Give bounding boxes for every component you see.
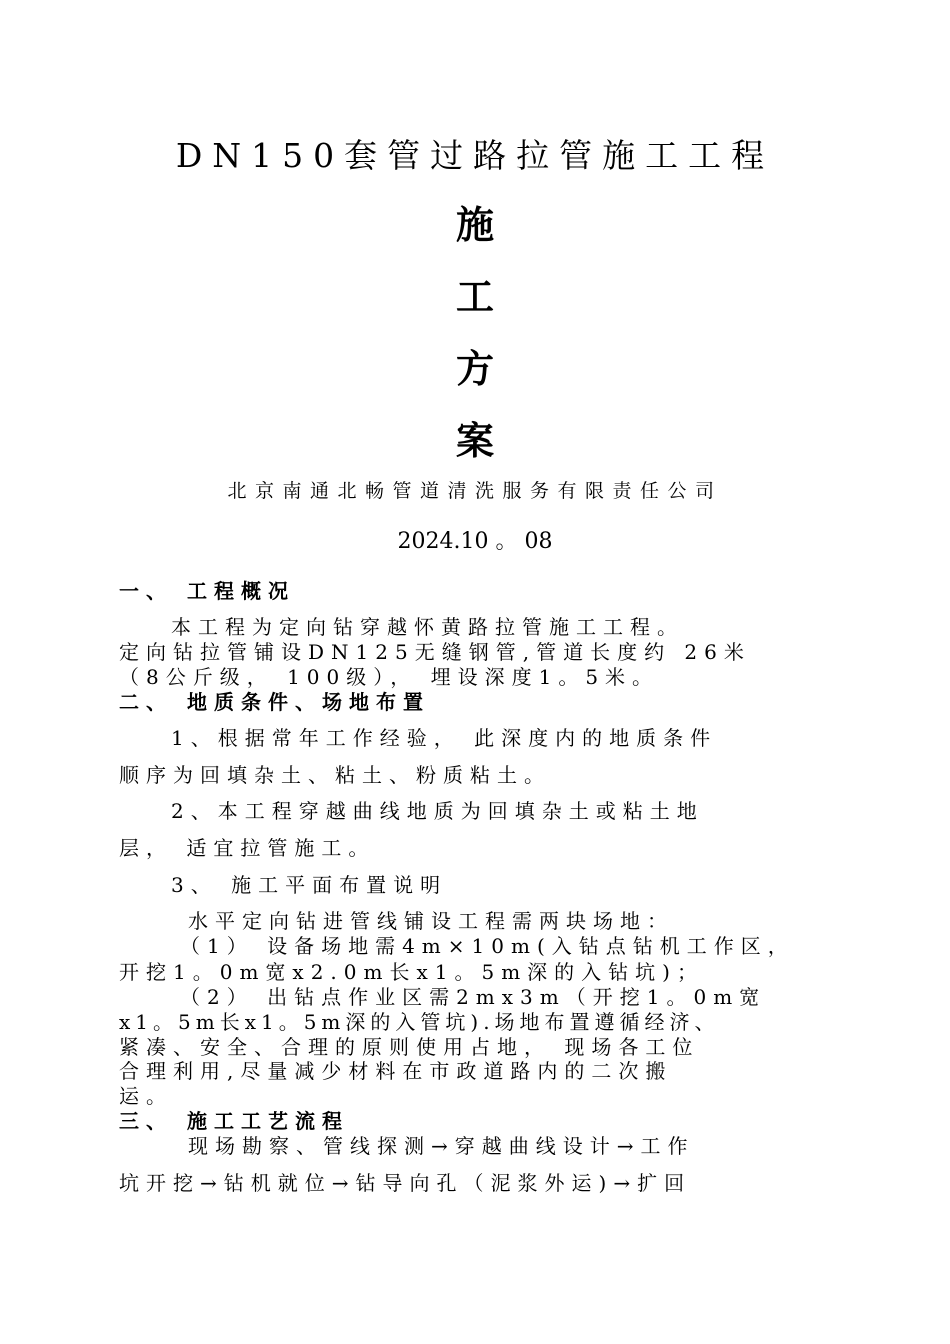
section-heading-3: 三、 施工工艺流程 xyxy=(119,1109,349,1133)
body-line: （8公斤级， 100级）， 埋设深度1。5米。 xyxy=(119,665,660,689)
body-line: 紧凑、安全、合理的原则使用占地， 现场各工位 xyxy=(119,1035,700,1059)
body-line: 现场勘察、管线探测→穿越曲线设计→工作 xyxy=(188,1134,695,1158)
body-line: 水平定向钻进管线铺设工程需两块场地： xyxy=(188,909,674,933)
body-line: 3、 施工平面布置说明 xyxy=(171,873,448,897)
body-line: （1） 设备场地需4m×10m(入钻点钻机工作区， xyxy=(180,934,795,958)
body-line: 开挖1。0m宽x2.0m长x1。5m深的入钻坑)； xyxy=(119,960,704,984)
body-line: （2） 出钻点作业区需2mx3m（开挖1。0m宽 xyxy=(180,985,767,1009)
body-line: x1。5m长x1。5m深的入管坑).场地布置遵循经济、 xyxy=(119,1010,720,1034)
cover-char-1: 施 xyxy=(455,202,494,247)
body-line: 合理利用,尽量减少材料在市政道路内的二次搬 xyxy=(119,1059,673,1083)
body-line: 1、根据常年工作经验， 此深度内的地质条件 xyxy=(171,726,718,750)
body-line: 顺序为回填杂土、粘土、粉质粘土。 xyxy=(119,763,551,787)
document-title: DN150套管过路拉管施工工程 xyxy=(175,136,775,175)
cover-char-4: 案 xyxy=(455,418,494,463)
section-heading-1: 一、 工程概况 xyxy=(119,579,295,603)
cover-char-2: 工 xyxy=(455,274,494,319)
body-line: 层， 适宜拉管施工。 xyxy=(119,836,376,860)
body-line: 坑开挖→钻机就位→钻导向孔（泥浆外运)→扩回 xyxy=(119,1171,692,1195)
document-date: 2024.10 。 08 xyxy=(397,529,553,554)
body-line: 运。 xyxy=(119,1084,173,1108)
cover-char-3: 方 xyxy=(455,346,494,391)
body-line: 本工程为定向钻穿越怀黄路拉管施工工程。 xyxy=(171,615,684,639)
section-heading-2: 二、 地质条件、场地布置 xyxy=(119,690,430,714)
company-name: 北京南通北畅管道清洗服务有限责任公司 xyxy=(227,480,723,502)
body-line: 2、本工程穿越曲线地质为回填杂土或粘土地 xyxy=(171,799,704,823)
body-line: 定向钻拉管铺设DN125无缝钢管,管道长度约 26米 xyxy=(119,640,751,664)
